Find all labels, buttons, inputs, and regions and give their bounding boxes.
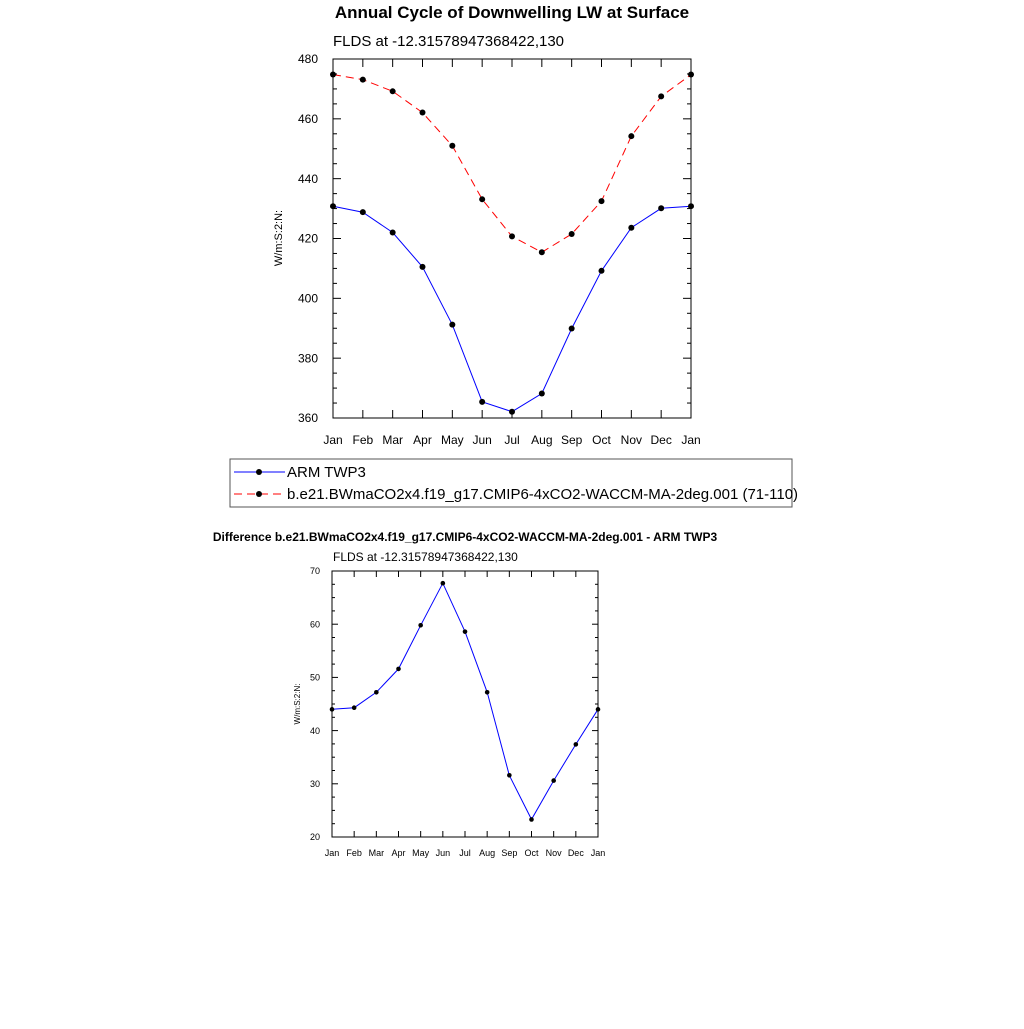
main-x-tick-label: Feb	[352, 433, 374, 447]
main-x-tick-label: Jul	[504, 433, 520, 447]
diff-series-0-point	[507, 773, 512, 778]
main-plot-area	[298, 52, 701, 447]
diff-plot-area	[310, 566, 605, 858]
main-series-1-point	[539, 249, 545, 255]
main-series-0-point	[479, 399, 485, 405]
diff-frame	[332, 571, 598, 837]
diff-x-tick-label: Aug	[479, 848, 496, 858]
main-x-tick-label: Apr	[413, 433, 432, 447]
main-y-tick-label: 360	[297, 411, 318, 426]
diff-series-0-point	[441, 581, 446, 586]
main-y-tick-label: 460	[297, 112, 318, 127]
main-x-tick-label: Jun	[472, 433, 492, 447]
diff-series-0-point	[418, 623, 423, 628]
main-y-tick-label: 420	[297, 231, 318, 246]
main-x-tick-label: Nov	[620, 433, 643, 447]
diff-series-0-line	[332, 583, 598, 819]
diff-x-tick-label: Oct	[524, 848, 539, 858]
diff-y-tick-label: 40	[309, 725, 320, 736]
diff-x-tick-label: Feb	[346, 848, 362, 858]
main-x-tick-label: Oct	[592, 433, 611, 447]
main-x-tick-label: Jan	[681, 433, 701, 447]
diff-x-tick-label: Apr	[391, 848, 406, 858]
main-series-0-point	[599, 268, 605, 274]
diff-x-tick-label: Jun	[435, 848, 451, 858]
diff-x-tick-label: Sep	[501, 848, 518, 858]
main-y-tick-label: 400	[297, 291, 318, 306]
diff-series-0-point	[551, 778, 556, 783]
main-series-1-point	[509, 233, 515, 239]
main-series-1-point	[330, 72, 336, 78]
main-chart-title: Annual Cycle of Downwelling LW at Surface	[334, 3, 690, 22]
diff-x-tick-label: Jul	[459, 848, 471, 858]
main-y-tick-label: 440	[297, 171, 318, 186]
diff-chart-subtitle: FLDS at -12.31578947368422,130	[333, 550, 518, 564]
main-series-0-point	[420, 264, 426, 270]
main-series-0-point	[449, 322, 455, 328]
main-y-axis-label: W/m:S:2:N:	[273, 209, 285, 267]
diff-series-0-point	[485, 690, 490, 695]
main-series-0-point	[390, 230, 396, 236]
main-series-1-line	[333, 75, 691, 253]
diff-series-0-point	[396, 667, 401, 672]
diff-series-0-point	[374, 690, 379, 695]
legend-marker-obs	[256, 469, 262, 475]
diff-x-tick-label: May	[412, 848, 430, 858]
diff-series-0-point	[529, 817, 534, 822]
main-series-0-point	[628, 225, 634, 231]
diff-series-0-point	[574, 742, 579, 747]
diff-y-tick-label: 30	[309, 778, 320, 789]
main-chart-subtitle: FLDS at -12.31578947368422,130	[333, 33, 565, 50]
main-y-tick-label: 480	[297, 52, 318, 67]
main-series-0-point	[539, 390, 545, 396]
main-series-1-point	[658, 93, 664, 99]
legend-label-obs: ARM TWP3	[287, 464, 366, 481]
diff-x-tick-label: Jan	[590, 848, 606, 858]
main-x-tick-label: Dec	[650, 433, 672, 447]
diff-x-tick-label: Jan	[324, 848, 340, 858]
diff-x-tick-label: Nov	[545, 848, 562, 858]
main-series-0-point	[509, 409, 515, 415]
diff-series-0-point	[352, 705, 357, 710]
main-y-tick-label: 380	[297, 351, 318, 366]
main-x-tick-label: Mar	[382, 433, 404, 447]
main-series-0-point	[688, 203, 694, 209]
main-series-0-point	[658, 205, 664, 211]
main-series-1-point	[449, 143, 455, 149]
diff-y-tick-label: 70	[309, 566, 320, 577]
main-x-tick-label: Aug	[531, 433, 553, 447]
main-x-tick-label: May	[440, 433, 464, 447]
legend-label-model: b.e21.BWmaCO2x4.f19_g17.CMIP6-4xCO2-WACCM-MA-2deg.001 (71-110)	[287, 486, 799, 503]
diff-x-tick-label: Dec	[567, 848, 584, 858]
diff-series-0-point	[596, 707, 601, 712]
main-series-1-point	[628, 133, 634, 139]
diff-y-tick-label: 50	[309, 672, 320, 683]
diff-y-tick-label: 20	[309, 832, 320, 843]
diff-series-0-point	[330, 707, 335, 712]
diff-y-axis-label: W/m:S:2:N:	[293, 683, 302, 725]
main-series-1-point	[390, 88, 396, 94]
diff-x-tick-label: Mar	[368, 848, 385, 858]
main-x-tick-label: Jan	[323, 433, 343, 447]
main-x-tick-label: Sep	[560, 433, 583, 447]
diff-series-0-point	[463, 629, 468, 634]
main-series-0-point	[569, 326, 575, 332]
main-series-1-point	[688, 72, 694, 78]
main-series-1-point	[360, 77, 366, 83]
diff-y-tick-label: 60	[309, 619, 320, 630]
legend	[230, 459, 798, 507]
main-series-0-point	[330, 203, 336, 209]
diff-chart-title: Difference b.e21.BWmaCO2x4.f19_g17.CMIP6-4xCO2-WACCM-MA-2deg.001 - ARM TWP3	[212, 530, 718, 544]
main-series-1-point	[479, 196, 485, 202]
main-series-0-point	[360, 209, 366, 215]
legend-marker-model	[256, 491, 262, 497]
main-series-1-point	[420, 110, 426, 116]
main-series-1-point	[599, 198, 605, 204]
main-series-1-point	[569, 231, 575, 237]
